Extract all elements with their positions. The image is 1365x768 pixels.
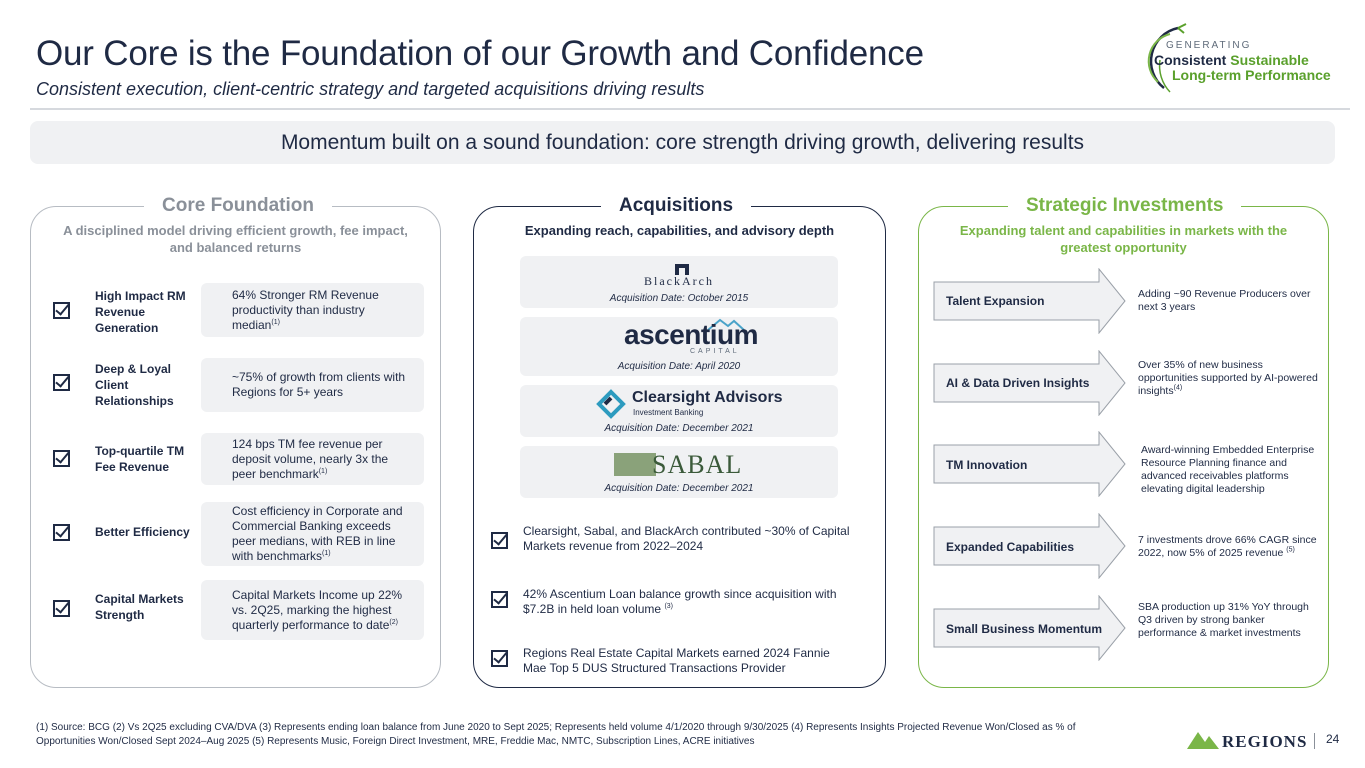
sabal-palm-icon — [614, 453, 656, 476]
checkbox-icon — [53, 374, 70, 391]
page-separator — [1314, 733, 1315, 749]
checkbox-icon — [53, 600, 70, 617]
core-item-text: ~75% of growth from clients with Regions for 5+ years — [201, 358, 424, 412]
core-item-text: Cost efficiency in Corporate and Commercial Banking exceeds peer medians, with REB in line with benchmarks$^{(1)}$ — [201, 502, 424, 566]
core-item-label: Capital Markets Strength — [95, 592, 184, 622]
blackarch-logo-card — [520, 256, 838, 308]
blackarch-arch-icon — [674, 261, 690, 275]
badge-line-1: Consistent Sustainable — [1154, 52, 1309, 68]
strategic-item-label: AI & Data Driven Insights — [946, 376, 1090, 390]
core-item-label: High Impact RM Revenue Generation — [95, 289, 186, 335]
checkbox-icon — [491, 532, 508, 549]
core-item-label: Deep & Loyal Client Relationships — [95, 362, 174, 408]
acquisitions-subheading: Expanding reach, capabilities, and advisory depth — [524, 223, 835, 238]
clearsight-subtitle: Investment Banking — [633, 408, 704, 417]
core-item-text: 124 bps TM fee revenue per deposit volume, nearly 3x the peer benchmark$^{(1)}$ — [201, 433, 424, 485]
sabal-logo: SABAL — [652, 450, 743, 479]
core-foundation-subheading: A disciplined model driving efficient growth, fee impact, and balanced returns — [63, 223, 408, 255]
footnotes: (1) Source: BCG (2) Vs 2Q25 excluding CVA/DVA (3) Represents ending loan balance from June 2020 to Sept 2025; Represents held volume 4/1/2020 through 9/30/2025 (4) Represents Insights Projected Revenue Won/Closed as % of Opportunities Won/Closed Sept 2024–Aug 2025 (5) Represents Music, Foreign Direct Investment, MRE, Freddie Mac, NMTC, Subscription Lines, ACRE initiatives — [36, 722, 1076, 747]
checkbox-icon — [53, 302, 70, 319]
sabal-logo-card — [520, 446, 838, 498]
core-foundation-heading: Core Foundation — [144, 193, 332, 219]
strategic-item-text: Award-winning Embedded Enterprise Resource Planning finance and advanced receivables platforms elevating digital leadership — [1141, 444, 1315, 495]
clearsight-logo: Clearsight Advisors — [632, 389, 783, 406]
core-item-text: 64% Stronger RM Revenue productivity than industry median$^{(1)}$ — [201, 283, 424, 337]
core-item-text: Capital Markets Income up 22% vs. 2Q25, marking the highest quarterly performance to date$^{(2)}$ — [201, 580, 424, 640]
strategic-item-label: Small Business Momentum — [946, 622, 1103, 636]
clearsight-logo-card — [520, 385, 838, 437]
strategic-investments-heading: Strategic Investments — [1008, 193, 1241, 219]
ascentium-capital-label: CAPITAL — [690, 348, 740, 355]
strategic-item-label: Talent Expansion — [946, 294, 1045, 308]
page-number: 24 — [1326, 732, 1340, 746]
strategic-item-text: Adding ~90 Revenue Producers over next 3 years — [1138, 288, 1311, 313]
acquisition-date: Acquisition Date: April 2020 — [617, 361, 741, 372]
acquisitions-heading: Acquisitions — [601, 193, 751, 219]
acquisition-date: Acquisition Date: October 2015 — [609, 293, 749, 304]
badge-line-2: Long-term Performance — [1172, 67, 1331, 83]
header-divider — [30, 108, 1350, 110]
strategic-item-label: Expanded Capabilities — [946, 540, 1075, 554]
momentum-banner: Momentum built on a sound foundation: core strength driving growth, delivering results — [30, 121, 1335, 164]
checkbox-icon — [491, 591, 508, 608]
ascentium-logo: ascentium — [624, 319, 758, 350]
core-item-label: Top-quartile TM Fee Revenue — [95, 444, 185, 474]
checkbox-icon — [53, 450, 70, 467]
regions-logo: REGIONS — [1222, 732, 1308, 751]
ascentium-logo-card — [520, 317, 838, 376]
acquisition-point: 42% Ascentium Loan balance growth since acquisition with $7.2B in held loan volume $^{(3)}$ — [523, 587, 837, 616]
page-title: Our Core is the Foundation of our Growth and Confidence — [36, 34, 924, 73]
strategic-item-text: Over 35% of new business opportunities supported by AI-powered insights$^{(4)}$ — [1138, 359, 1318, 397]
strategic-item-text: SBA production up 31% YoY through Q3 driven by strong banker performance & market investments — [1138, 601, 1309, 639]
acquisition-point: Clearsight, Sabal, and BlackArch contributed ~30% of Capital Markets revenue from 2022–2024 — [523, 524, 850, 553]
strategic-item-text: 7 investments drove 66% CAGR since 2022, now 5% of 2025 revenue $^{(5)}$ — [1138, 534, 1317, 559]
acquisition-date: Acquisition Date: December 2021 — [604, 423, 754, 434]
strategic-investments-subheading: Expanding talent and capabilities in markets with the greatest opportunity — [959, 223, 1288, 255]
page-subtitle: Consistent execution, client-centric strategy and targeted acquisitions driving results — [36, 79, 705, 99]
acquisition-point: Regions Real Estate Capital Markets earned 2024 Fannie Mae Top 5 DUS Structured Transactions Provider — [523, 646, 830, 675]
badge-generating: GENERATING — [1166, 40, 1252, 51]
acquisition-date: Acquisition Date: December 2021 — [604, 483, 754, 494]
strategic-item-label: TM Innovation — [946, 458, 1028, 472]
blackarch-logo: BlackArch — [644, 274, 714, 288]
checkbox-icon — [53, 524, 70, 541]
core-item-label: Better Efficiency — [95, 525, 190, 539]
checkbox-icon — [491, 650, 508, 667]
clearsight-diamond-icon — [596, 389, 626, 419]
